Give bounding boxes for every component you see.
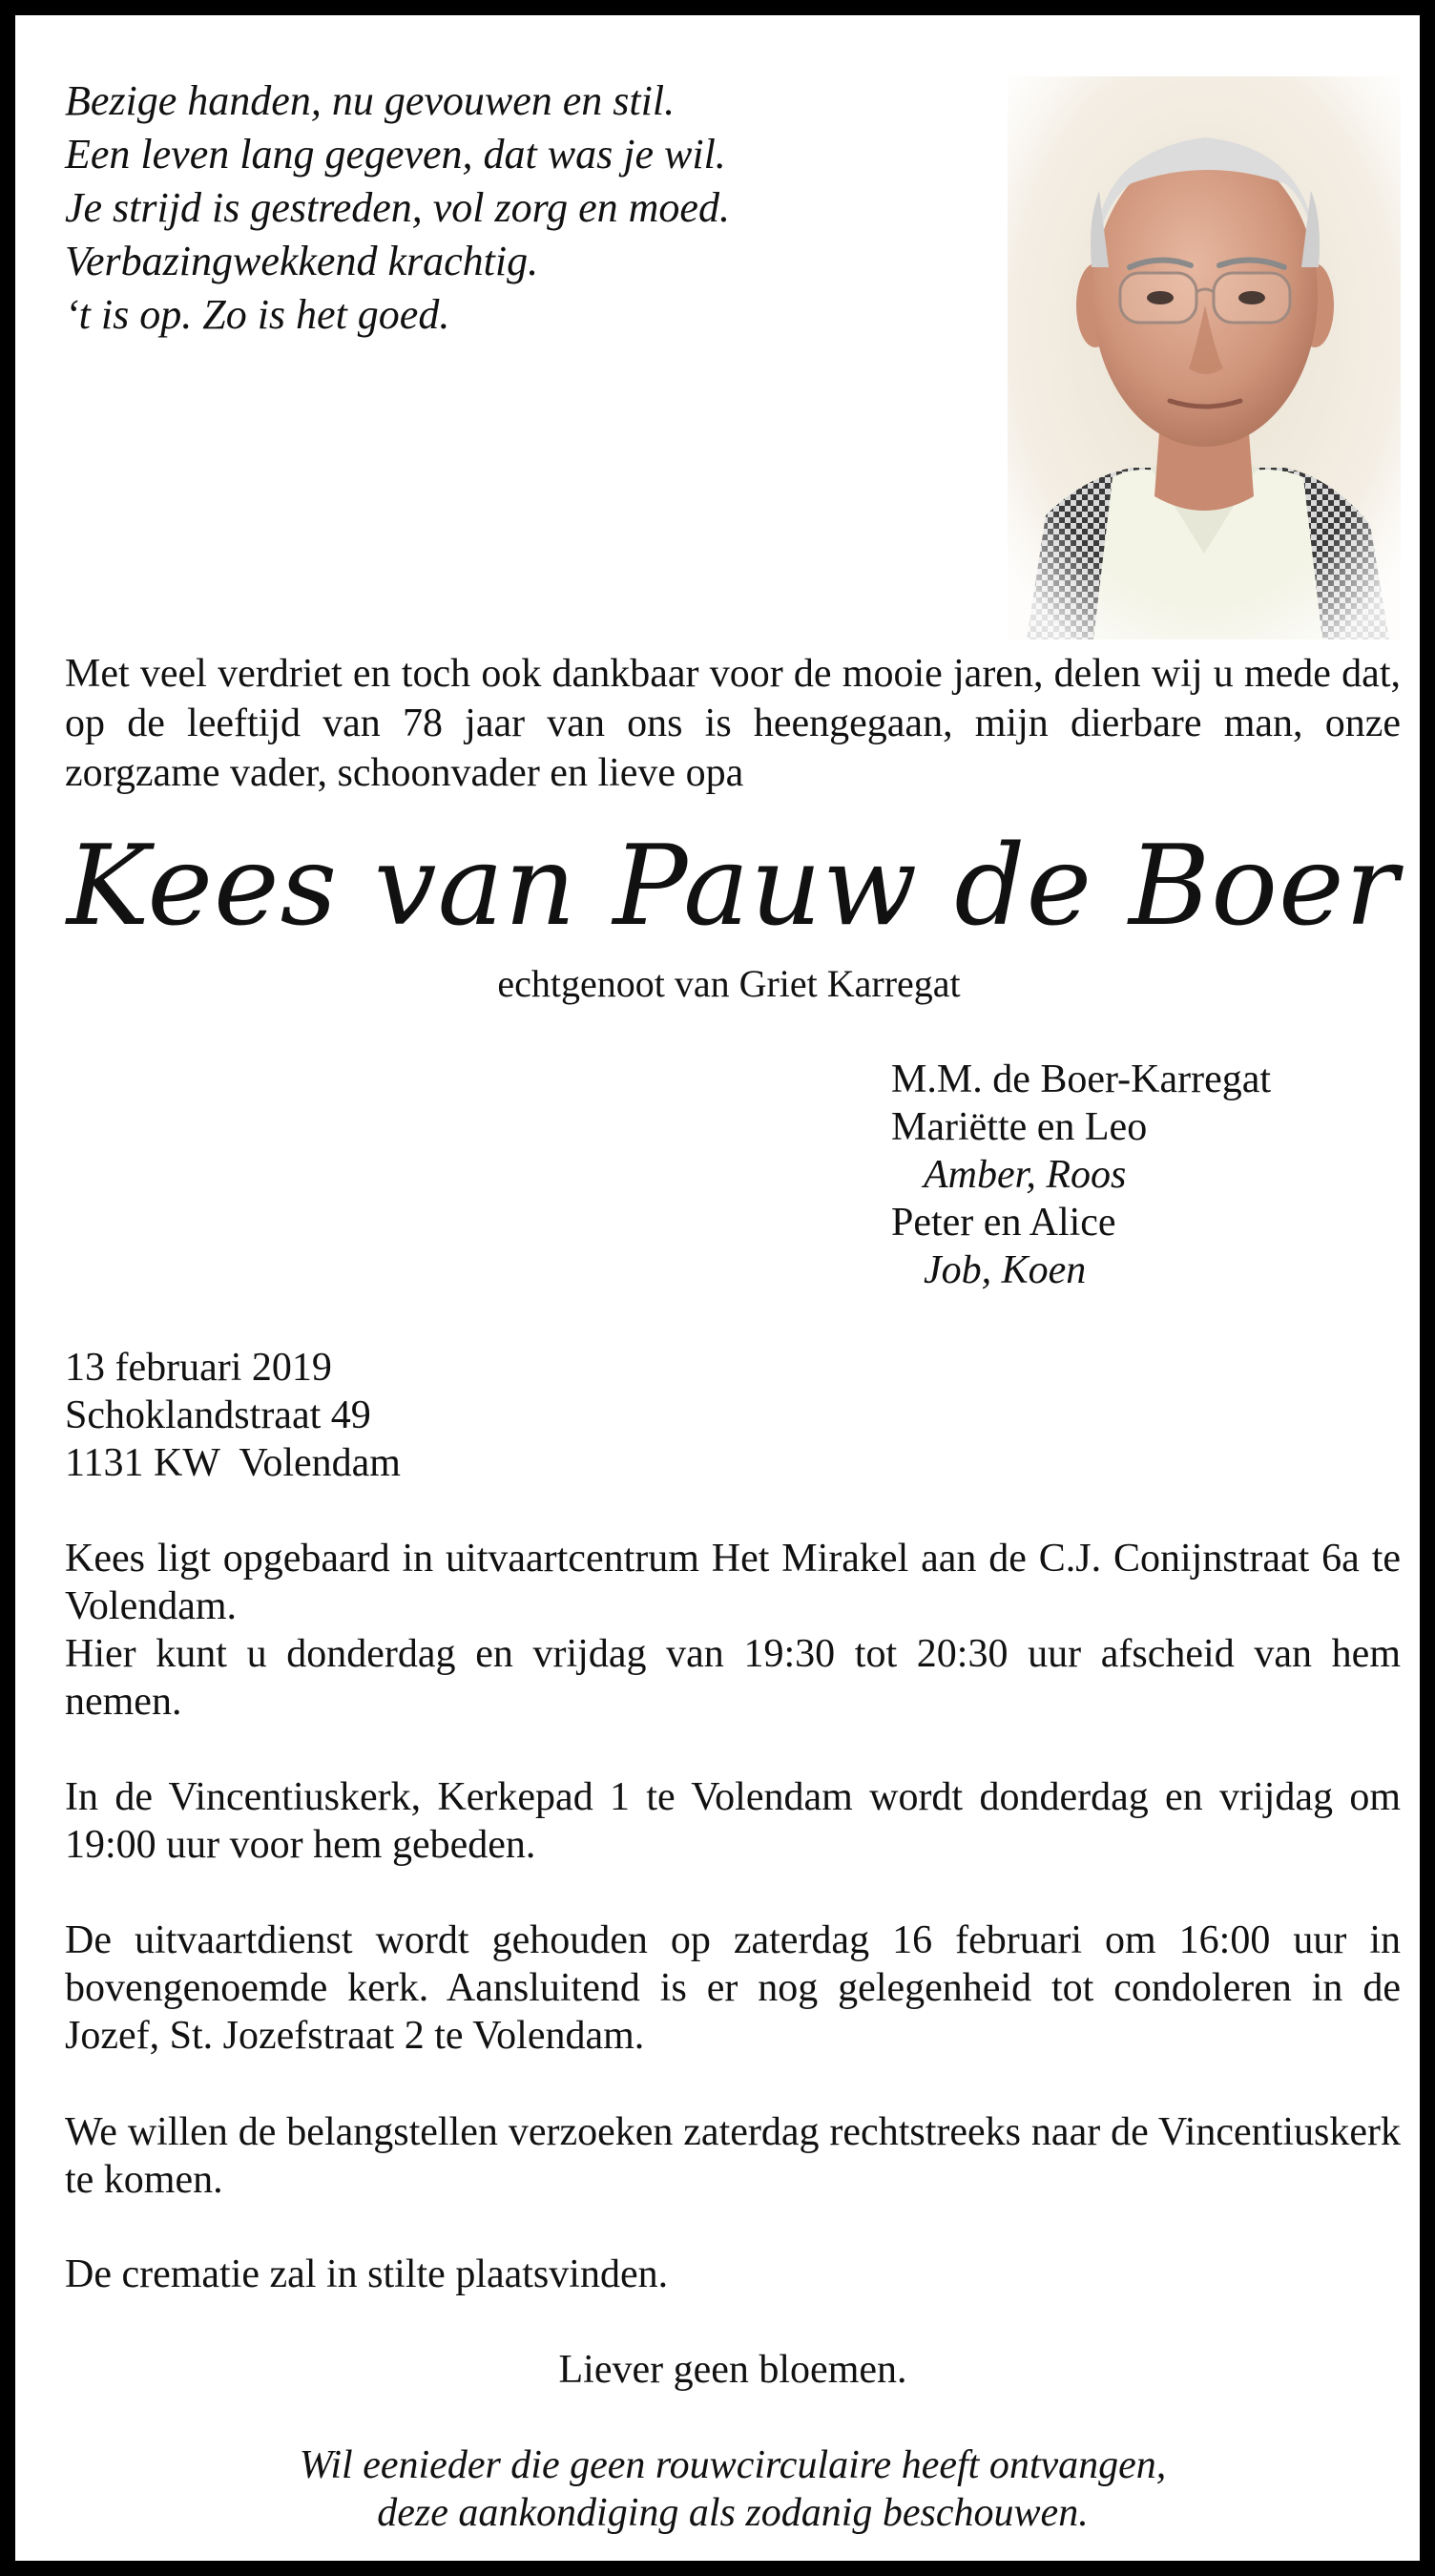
portrait-photo	[1008, 76, 1401, 639]
family-spouse: M.M. de Boer-Karregat	[891, 1058, 1272, 1101]
poem-line: Verbazingwekkend krachtig.	[65, 238, 539, 284]
family-child: Mariëtte en Leo	[891, 1105, 1148, 1149]
closing-line: deze aankondiging als zodanig beschouwen.	[377, 2491, 1089, 2535]
viewing-location: Kees ligt opgebaard in uitvaartcentrum Het Mirakel aan de C.J. Conijnstraat 6a te Volendam.	[65, 1537, 1401, 1628]
family-child: Peter en Alice	[891, 1201, 1116, 1245]
request-paragraph: We willen de belangstellen verzoeken zaterdag rechtstreeks naar de Vincentiuskerk te komen.	[65, 2110, 1401, 2202]
spouse-line	[65, 960, 1401, 1008]
no-flowers-note: Liever geen bloemen.	[558, 2348, 907, 2392]
viewing-paragraph	[65, 1535, 1401, 1726]
viewing-times: Hier kunt u donderdag en vrijdag van 19:30 tot 20:30 uur afscheid van hem nemen.	[65, 1632, 1401, 1724]
poem-line: Je strijd is gestreden, vol zorg en moed.	[65, 184, 730, 231]
poem-line: ‘t is op. Zo is het goed.	[65, 291, 450, 338]
family-grandchildren: Amber, Roos	[924, 1153, 1127, 1197]
spouse-line-text: echtgenoot van Griet Karregat	[497, 962, 961, 1005]
poem-line: Bezige handen, nu gevouwen en stil.	[65, 77, 676, 124]
prayer-paragraph: In de Vincentiuskerk, Kerkepad 1 te Volendam wordt donderdag en vrijdag om 19:00 uur voor hem gebeden.	[65, 1775, 1401, 1867]
closing-note	[65, 2441, 1401, 2537]
intro-text: Met veel verdriet en toch ook dankbaar voor de mooie jaren, delen wij u mede dat, op de leeftijd van 78 jaar van ons is heengegaan, mijn dierbare man, onze zorgzame vader, schoonvader en lieve opa	[65, 652, 1401, 795]
cremation-paragraph: De crematie zal in stilte plaatsvinden.	[65, 2252, 669, 2296]
address-street: Schoklandstraat 49	[65, 1393, 371, 1437]
funeral-paragraph: De uitvaartdienst wordt gehouden op zaterdag 16 februari om 16:00 uur in bovengenoemde kerk. Aansluitend is er nog gelegenheid tot condoleren in de Jozef, St. Jozefstraat 2 te Volendam.	[65, 1918, 1401, 2058]
family-list	[891, 1056, 1406, 1294]
deceased-name: Kees van Pauw de Boer	[66, 822, 1400, 951]
closing-line: Wil eenieder die geen rouwcirculaire heeft ontvangen,	[299, 2443, 1167, 2487]
family-grandchildren: Job, Koen	[924, 1248, 1087, 1292]
address-city: 1131 KW Volendam	[65, 1441, 401, 1485]
poem-line: Een leven lang gegeven, dat was je wil.	[65, 131, 726, 178]
announcement-date: 13 februari 2019	[65, 1346, 332, 1390]
address-block	[65, 1344, 828, 1487]
portrait-illustration	[1008, 76, 1401, 639]
poem	[65, 74, 962, 342]
